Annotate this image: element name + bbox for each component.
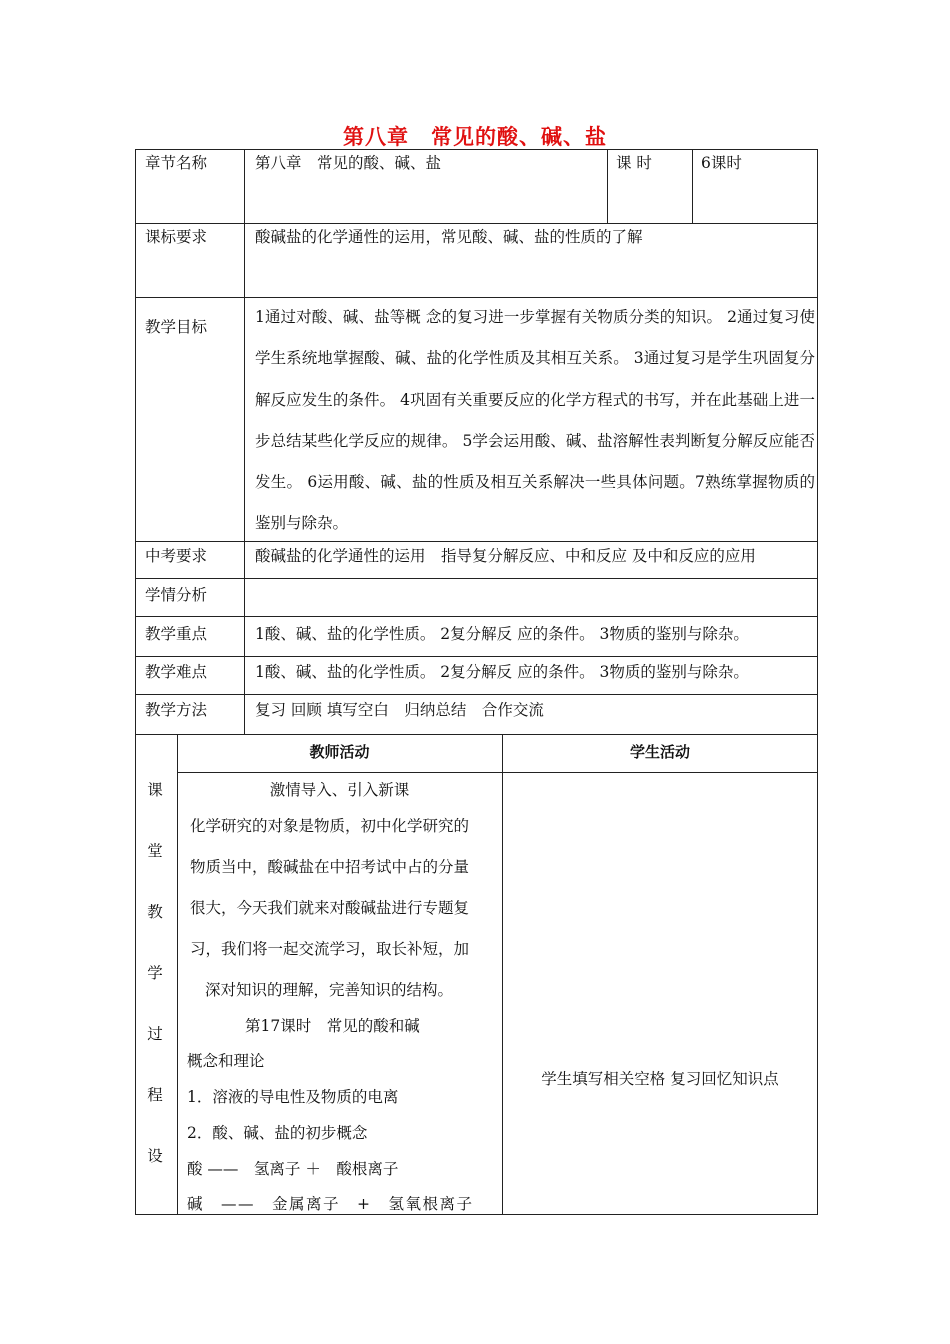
exam-label: 中考要求 xyxy=(145,547,208,565)
chapter-label: 章节名称 xyxy=(145,154,208,172)
row-divider xyxy=(135,578,818,579)
standard-value: 酸碱盐的化学通性的运用，常见酸、碱、盐的性质的了解 xyxy=(255,228,643,246)
standard-label: 课标要求 xyxy=(145,228,208,246)
row-divider xyxy=(135,616,818,617)
hours-value: 6课时 xyxy=(701,154,742,172)
column-divider xyxy=(607,149,608,224)
teacher-line: 深对知识的理解，完善知识的结构。 xyxy=(205,981,454,999)
side-label-char: 课 xyxy=(147,781,163,799)
teacher-line: 酸 —— 氢离子 ＋ 酸根离子 xyxy=(187,1160,399,1178)
side-label-char: 程 xyxy=(147,1086,163,1104)
difficulties-label: 教学难点 xyxy=(145,663,208,681)
row-divider xyxy=(135,734,818,735)
column-divider xyxy=(177,734,178,1215)
teacher-line: 物质当中，酸碱盐在中招考试中占的分量 xyxy=(190,858,470,876)
table-border-bottom xyxy=(135,1214,818,1215)
key-points-value: 1酸、碱、盐的化学性质。 2复分解反 应的条件。 3物质的鉴别与除杂。 xyxy=(255,625,749,643)
hours-label: 课 时 xyxy=(616,154,652,172)
exam-value: 酸碱盐的化学通性的运用 指导复分解反应、中和反应 及中和反应的应用 xyxy=(255,547,756,565)
table-border-left xyxy=(135,149,136,1215)
teacher-line: 概念和理论 xyxy=(187,1052,265,1070)
teacher-line: 碱 —— 金属离子 + 氢氧根离子 xyxy=(187,1195,474,1213)
page-title: 第八章 常见的酸、碱、盐 xyxy=(343,125,607,149)
analysis-label: 学情分析 xyxy=(145,586,208,604)
student-activity-text: 学生填写相关空格 复习回忆知识点 xyxy=(541,1070,779,1088)
table-border-right xyxy=(817,149,818,1215)
row-divider xyxy=(177,772,818,773)
column-divider xyxy=(692,149,693,224)
row-divider xyxy=(135,223,818,224)
student-activity-header: 学生活动 xyxy=(629,743,690,761)
side-label-char: 学 xyxy=(147,964,163,982)
label-column-divider xyxy=(244,149,245,734)
teacher-activity-header: 教师活动 xyxy=(309,743,370,761)
goals-value: 1通过对酸、碱、盐等概 念的复习进一步掌握有关物质分类的知识。 2通过复习使学生系统地掌握酸、碱、盐的化学性质及其相互关系。 3通过复习是学生巩固复分解反应发生的条件。 4巩固有关重要反应的化学方程式的书写，并在此基础上进一步总结某些化学反应的规律。 5学会运用酸、碱、盐溶解性表判断复分解反应能否发生。 6运用酸、碱、盐的性质及相互关系解决一些具体问题。7熟练掌握物质的鉴别与除杂。 xyxy=(255,308,815,533)
teacher-line: 激情导入、引入新课 xyxy=(269,781,410,799)
teacher-line: 习，我们将一起交流学习，取长补短，加 xyxy=(190,940,470,958)
methods-label: 教学方法 xyxy=(145,701,208,719)
teacher-line: 1．溶液的导电性及物质的电离 xyxy=(187,1088,399,1106)
lesson-plan-table xyxy=(135,149,818,1215)
key-points-label: 教学重点 xyxy=(145,625,208,643)
table-border-top xyxy=(135,149,818,150)
side-label-char: 设 xyxy=(147,1147,163,1165)
side-label-char: 堂 xyxy=(147,842,163,860)
teacher-line: 第17课时 常见的酸和碱 xyxy=(245,1017,420,1035)
teacher-line: 化学研究的对象是物质，初中化学研究的 xyxy=(190,817,470,835)
side-label-char: 过 xyxy=(147,1025,163,1043)
side-label-char: 教 xyxy=(147,903,163,921)
teacher-line: 2．酸、碱、盐的初步概念 xyxy=(187,1124,368,1142)
row-divider xyxy=(135,694,818,695)
chapter-value: 第八章 常见的酸、碱、盐 xyxy=(255,154,442,172)
row-divider xyxy=(135,656,818,657)
methods-value: 复习 回顾 填写空白 归纳总结 合作交流 xyxy=(255,701,544,719)
column-divider xyxy=(502,734,503,1215)
difficulties-value: 1酸、碱、盐的化学性质。 2复分解反 应的条件。 3物质的鉴别与除杂。 xyxy=(255,663,749,681)
goals-label: 教学目标 xyxy=(145,318,208,336)
teacher-line: 很大，今天我们就来对酸碱盐进行专题复 xyxy=(190,899,470,917)
